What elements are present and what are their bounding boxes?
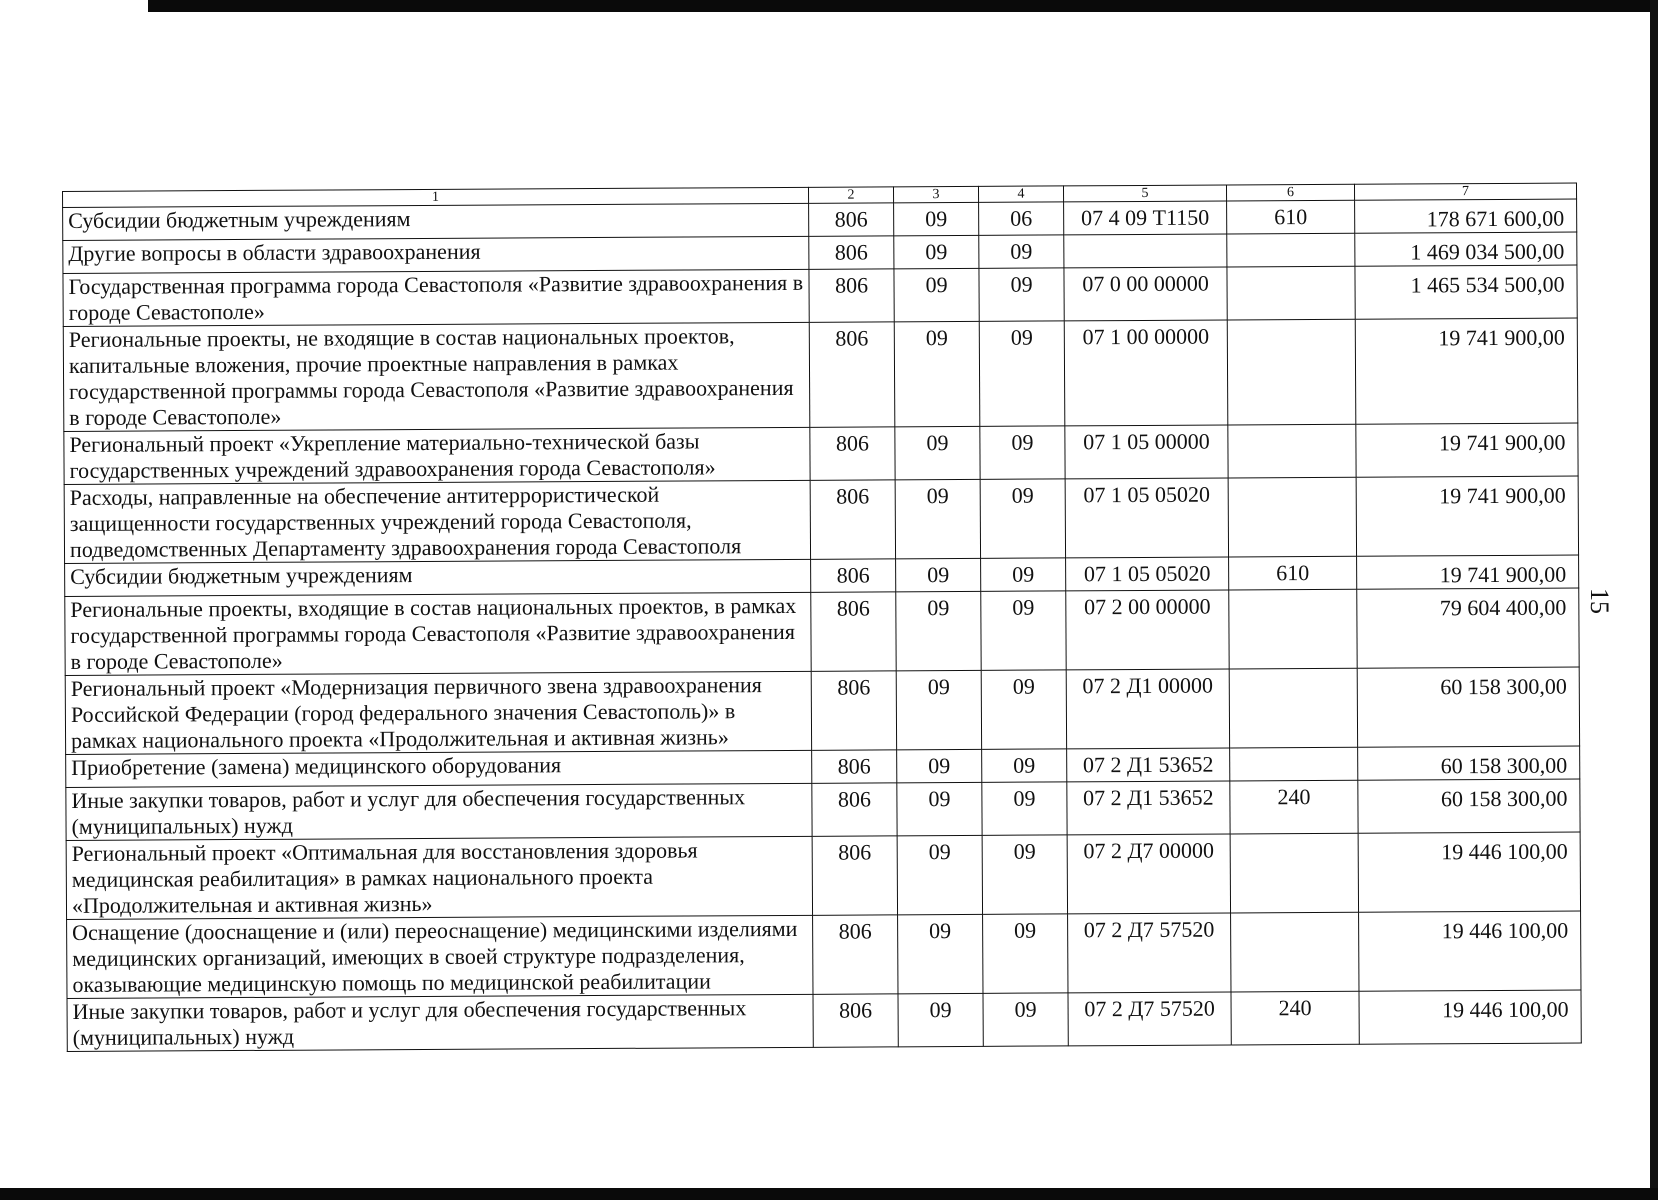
row-section-cell: 09 [895,479,980,558]
row-subsection-cell: 06 [979,202,1064,235]
row-amount-cell: 19 446 100,00 [1359,911,1581,991]
row-grbs-cell: 806 [811,592,896,671]
row-subsection-cell: 09 [980,479,1065,558]
row-target-article-cell: 07 1 00 00000 [1064,320,1228,426]
table-row [64,476,1578,563]
scan-border-top [148,0,1658,12]
table-row [63,318,1578,431]
header-cell-1: 1 [63,187,809,207]
row-grbs-cell: 806 [811,671,896,750]
row-expense-type-cell [1230,833,1358,913]
row-section-cell: 09 [896,558,981,591]
header-cell-4: 4 [978,186,1063,202]
row-target-article-cell: 07 2 00 00000 [1066,590,1229,670]
table-row [66,832,1580,919]
row-section-cell: 09 [897,835,982,914]
row-name-cell: Региональный проект «Укрепление материально-технической базы государственных учреждений здравоохранения города Севастополя» [64,427,810,484]
row-section-cell: 09 [898,914,983,993]
header-cell-5: 5 [1063,185,1226,202]
scan-border-right [1650,0,1658,1200]
table-row [67,990,1581,1051]
row-subsection-cell: 09 [980,426,1065,479]
row-section-cell: 09 [894,235,979,268]
row-section-cell: 09 [894,321,980,426]
row-expense-type-cell [1228,477,1356,557]
row-target-article-cell [1064,234,1227,268]
row-target-article-cell: 07 2 Д1 53652 [1067,748,1230,782]
table-row [66,779,1580,840]
row-name-cell: Региональные проекты, входящие в состав национальных проектов, в рамках государственной программы города Севастополя «Развитие здравоохранения в городе Севастополе» [65,592,811,675]
row-target-article-cell: 07 1 05 05020 [1066,557,1229,591]
row-name-cell: Субсидии бюджетным учреждениям [63,203,809,240]
row-name-cell: Иные закупки товаров, работ и услуг для обеспечения государственных (муниципальных) нужд [67,994,813,1051]
row-grbs-cell: 806 [809,236,894,269]
row-name-cell: Региональный проект «Модернизация первичного звена здравоохранения Российской Федерации (город федерального значения Севастополь)» в рамках национального проекта «Продолжительная и активная жизнь» [65,671,811,754]
table-row [65,588,1579,675]
row-name-cell: Иные закупки товаров, работ и услуг для обеспечения государственных (муниципальных) нужд [66,783,812,840]
row-grbs-cell: 806 [809,203,894,236]
row-amount-cell: 178 671 600,00 [1355,199,1577,233]
row-amount-cell: 19 741 900,00 [1357,555,1579,589]
row-subsection-cell: 09 [981,670,1066,749]
row-target-article-cell: 07 1 05 00000 [1065,425,1228,479]
row-name-cell: Оснащение (дооснащение и (или) переоснащение) медицинскими изделиями медицинских организаций, имеющих в своей структуре подразделения, оказывающие медицинскую помощь по медицинской реабилитации [67,915,813,998]
row-grbs-cell: 806 [809,269,894,322]
header-cell-2: 2 [808,187,893,203]
row-section-cell: 09 [896,591,981,670]
row-grbs-cell: 806 [811,559,896,592]
row-name-cell: Приобретение (замена) медицинского оборудования [66,750,812,787]
table-row [63,265,1577,326]
row-amount-cell: 60 158 300,00 [1358,746,1580,780]
row-amount-cell: 19 446 100,00 [1358,832,1580,912]
row-subsection-cell: 09 [979,321,1065,426]
row-grbs-cell: 806 [810,480,895,559]
row-subsection-cell: 09 [982,835,1067,914]
row-amount-cell: 19 741 900,00 [1356,423,1578,477]
row-target-article-cell: 07 2 Д7 57520 [1068,913,1231,993]
row-subsection-cell: 09 [979,235,1064,268]
row-name-cell: Субсидии бюджетным учреждениям [65,559,811,596]
row-grbs-cell: 806 [813,915,898,994]
row-section-cell: 09 [894,268,979,321]
row-expense-type-cell [1227,266,1355,320]
row-expense-type-cell [1230,747,1358,781]
table-row [64,423,1578,484]
row-subsection-cell: 09 [982,749,1067,782]
row-expense-type-cell [1227,233,1355,267]
row-name-cell: Региональные проекты, не входящие в состав национальных проектов, капитальные вложения, прочие проектные направления в рамках государственной программы города Севастополя «Развитие здравоохранения в городе Севастополе» [63,322,810,431]
row-subsection-cell: 09 [983,914,1068,993]
row-name-cell: Государственная программа города Севастополя «Развитие здравоохранения в городе Севастополе» [63,269,809,326]
row-amount-cell: 60 158 300,00 [1358,779,1580,833]
row-target-article-cell: 07 2 Д7 57520 [1068,992,1231,1046]
row-amount-cell: 1 469 034 500,00 [1355,232,1577,266]
table-row [65,667,1579,754]
row-subsection-cell: 09 [982,782,1067,835]
row-section-cell: 09 [895,426,980,479]
row-name-cell: Региональный проект «Оптимальная для восстановления здоровья медицинская реабилитация» в рамках национального проекта «Продолжительная и активная жизнь» [66,836,812,919]
row-target-article-cell: 07 0 00 00000 [1064,267,1227,321]
row-subsection-cell: 09 [981,591,1066,670]
row-subsection-cell: 09 [983,993,1068,1046]
budget-table [62,183,1582,1052]
row-section-cell: 09 [897,782,982,835]
row-grbs-cell: 806 [812,836,897,915]
header-cell-6: 6 [1226,184,1354,201]
row-section-cell: 09 [896,670,981,749]
row-grbs-cell: 806 [812,783,897,836]
row-amount-cell: 1 465 534 500,00 [1355,265,1577,319]
row-subsection-cell: 09 [981,558,1066,591]
row-expense-type-cell: 240 [1231,991,1359,1045]
row-expense-type-cell: 610 [1229,556,1357,590]
page-number: 15 [1585,588,1614,614]
row-amount-cell: 19 741 900,00 [1356,476,1578,556]
row-name-cell: Расходы, направленные на обеспечение антитеррористической защищенности государственных учреждений города Севастополя, подведомственных Департаменту здравоохранения города Севастополя [64,480,810,563]
row-target-article-cell: 07 2 Д1 00000 [1066,669,1229,749]
row-name-cell: Другие вопросы в области здравоохранения [63,236,809,273]
row-expense-type-cell: 610 [1227,200,1355,234]
row-section-cell: 09 [898,993,983,1046]
row-grbs-cell: 806 [810,427,895,480]
row-expense-type-cell [1229,589,1357,669]
row-amount-cell: 79 604 400,00 [1357,588,1579,668]
row-expense-type-cell [1229,668,1357,748]
row-grbs-cell: 806 [813,994,898,1047]
header-cell-3: 3 [893,186,978,202]
row-target-article-cell: 07 2 Д7 00000 [1067,834,1230,914]
row-amount-cell: 19 446 100,00 [1359,990,1581,1044]
table-row [67,911,1581,998]
header-cell-7: 7 [1354,183,1576,200]
row-grbs-cell: 806 [809,322,895,427]
row-amount-cell: 60 158 300,00 [1357,667,1579,747]
row-section-cell: 09 [897,749,982,782]
row-target-article-cell: 07 1 05 05020 [1065,478,1228,558]
row-target-article-cell: 07 2 Д1 53652 [1067,781,1230,835]
row-subsection-cell: 09 [979,268,1064,321]
row-expense-type-cell: 240 [1230,780,1358,834]
row-expense-type-cell [1231,912,1359,992]
row-expense-type-cell [1228,424,1356,478]
row-section-cell: 09 [894,202,979,235]
scan-border-bottom [0,1188,1658,1200]
row-amount-cell: 19 741 900,00 [1355,318,1578,424]
row-target-article-cell: 07 4 09 Т1150 [1064,201,1227,235]
row-grbs-cell: 806 [812,750,897,783]
row-expense-type-cell [1227,319,1356,425]
